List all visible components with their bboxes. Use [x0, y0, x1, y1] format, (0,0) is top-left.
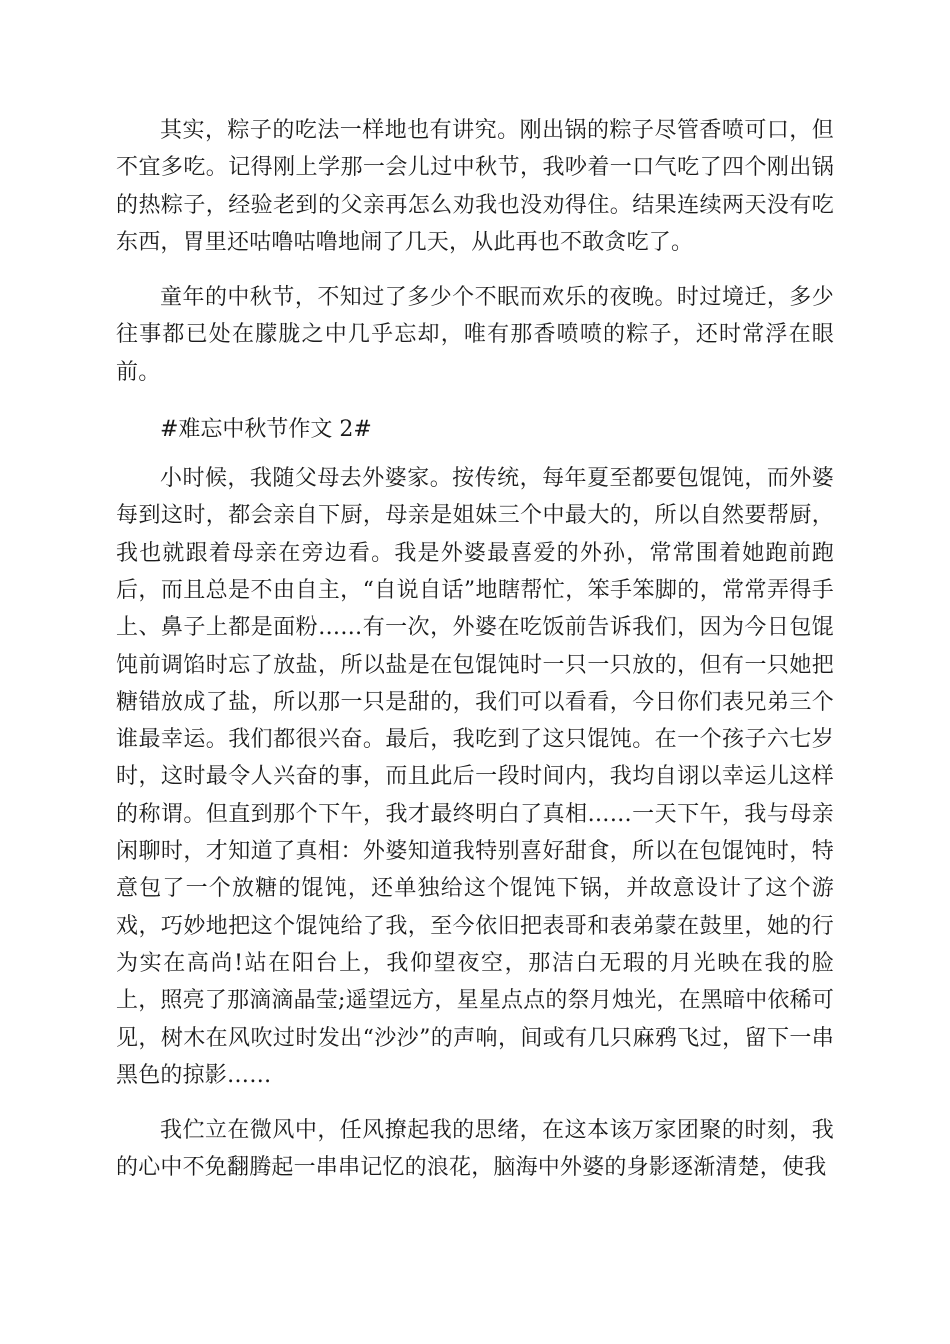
paragraph-childhood-memory: 童年的中秋节，不知过了多少个不眠而欢乐的夜晚。时过境迁，多少往事都已处在朦胧之中几乎忘却，唯有那香喷喷的粽子，还时常浮在眼前。 [116, 285, 834, 385]
paragraph-standing-in-breeze: 我伫立在微风中，任风撩起我的思绪，在这本该万家团聚的时刻，我的心中不免翻腾起一串串记忆的浪花，脑海中外婆的身影逐渐清楚，使我 [116, 1118, 834, 1181]
paragraph-zongzi-eating: 其实，粽子的吃法一样地也有讲究。刚出锅的粽子尽管香喷可口，但不宜多吃。记得刚上学那一会儿过中秋节，我吵着一口气吃了四个刚出锅的热粽子，经验老到的父亲再怎么劝我也没劝得住。结果连续两天没有吃东西，胃里还咕噜咕噜地闹了几天，从此再也不敢贪吃了。 [116, 118, 834, 255]
document-page [116, 112, 834, 1187]
section-heading: #难忘中秋节作文 2# [160, 417, 372, 443]
paragraph-grandma-wonton: 小时候，我随父母去外婆家。按传统，每年夏至都要包馄饨，而外婆每到这时，都会亲自下厨，母亲是姐妹三个中最大的，所以自然要帮厨，我也就跟着母亲在旁边看。我是外婆最喜爱的外孙，常常围着她跑前跑后，而且总是不由自主，“自说自话”地瞎帮忙，笨手笨脚的，常常弄得手上、鼻子上都是面粉……有一次，外婆在吃饭前告诉我们，因为今日包馄饨前调馅时忘了放盐，所以盐是在包馄饨时一只一只放的，但有一只她把糖错放成了盐，所以那一只是甜的，我们可以看看，今日你们表兄弟三个谁最幸运。我们都很兴奋。最后，我吃到了这只馄饨。在一个孩子六七岁时，这时最令人兴奋的事，而且此后一段时间内，我均自诩以幸运儿这样的称谓。但直到那个下午，我才最终明白了真相……一天下午，我与母亲闲聊时，才知道了真相：外婆知道我特别喜好甜食，所以在包馄饨时，特意包了一个放糖的馄饨，还单独给这个馄饨下锅，并故意设计了这个游戏，巧妙地把这个馄饨给了我，至今依旧把表哥和表弟蒙在鼓里，她的行为实在高尚!站在阳台上，我仰望夜空，那洁白无瑕的月光映在我的脸上，照亮了那滴滴晶莹;遥望远方，星星点点的祭月烛光，在黑暗中依稀可见，树木在风吹过时发出“沙沙”的声响，间或有几只麻鸦飞过，留下一串黑色的掠影…… [116, 466, 835, 1088]
